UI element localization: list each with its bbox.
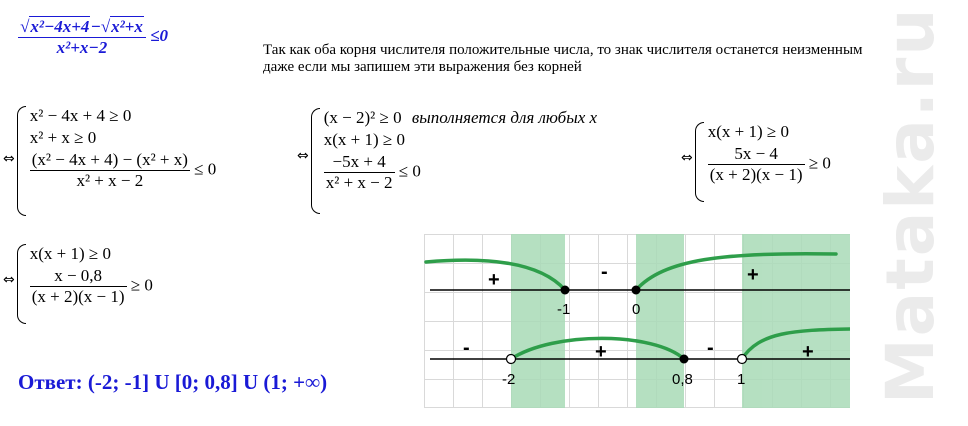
fraction-denominator: (x + 2)(x − 1): [709, 165, 803, 184]
system-row: x(x + 1) ≥ 0: [707, 122, 789, 141]
system-brace: [17, 244, 26, 324]
open-point: [738, 355, 747, 364]
relation: ≤ 0: [194, 159, 217, 179]
row-note: выполняется для любых x: [411, 108, 598, 127]
sign-label: -: [707, 337, 714, 359]
note-line-1: Так как оба корня числителя положительные числа, то знак числителя останется неизменным: [263, 42, 863, 58]
main-denominator: x²+x−2: [18, 37, 146, 58]
sign-label: -: [463, 337, 470, 359]
radical-1: x²−4x+4: [30, 17, 90, 36]
radical-2: x²+x: [111, 17, 143, 36]
sign-label: +: [747, 264, 759, 286]
answer: Ответ: (-2; -1] U [0; 0,8] U (1; +∞): [18, 370, 328, 394]
watermark: Mataka.ru: [872, 6, 949, 404]
relation: ≥ 0: [808, 153, 831, 173]
system-row: (x − 2)² ≥ 0: [323, 108, 402, 127]
filled-point: [561, 286, 570, 295]
system-1: [3, 106, 216, 216]
equivalence-symbol: ⇔: [297, 148, 309, 164]
system-row: x² − 4x + 4 ≥ 0: [29, 106, 132, 125]
filled-point: [632, 286, 641, 295]
interval-shade: [742, 234, 850, 408]
point-label: -1: [557, 301, 571, 318]
system-brace: [695, 122, 704, 202]
explanation-note: [263, 42, 863, 76]
point-label: 0,8: [672, 371, 693, 388]
fraction-denominator: x² + x − 2: [325, 173, 393, 192]
sign-label: +: [488, 269, 500, 291]
system-3: [681, 122, 831, 202]
fraction-numerator: (x² − 4x + 4) − (x² + x): [31, 150, 188, 169]
sign-label: -: [601, 261, 608, 283]
open-point: [507, 355, 516, 364]
number-line-diagram: [424, 234, 850, 408]
main-relation: ≤0: [150, 25, 168, 45]
fraction-denominator: x² + x − 2: [30, 170, 190, 191]
equivalence-symbol: ⇔: [681, 150, 693, 166]
fraction-numerator: −5x + 4: [332, 152, 386, 171]
system-4: [3, 244, 153, 324]
fraction-denominator: (x + 2)(x − 1): [31, 287, 125, 306]
point-label: 1: [737, 371, 746, 388]
note-line-2: даже если мы запишем эти выражения без корней: [263, 59, 582, 75]
system-brace: [311, 108, 320, 214]
main-inequality: $\frac{\text{√x²−4x+4−√x²+x}}{\text{x²+x−2}}$ ≤0: [20, 17, 168, 57]
system-row: x² + x ≥ 0: [29, 128, 97, 147]
point-label: -2: [502, 371, 516, 388]
system-row: x(x + 1) ≥ 0: [29, 244, 111, 263]
system-2: [297, 108, 597, 214]
point-label: 0: [632, 301, 641, 318]
fraction-numerator: 5x − 4: [734, 144, 778, 163]
interval-shade: [511, 234, 565, 408]
fraction-numerator: x − 0,8: [54, 266, 103, 285]
relation: ≥ 0: [130, 275, 153, 295]
equivalence-symbol: ⇔: [3, 151, 15, 167]
sign-label: +: [595, 341, 607, 363]
sign-label: +: [802, 341, 814, 363]
relation: ≤ 0: [398, 161, 421, 181]
equivalence-symbol: ⇔: [3, 272, 15, 288]
system-row: x(x + 1) ≥ 0: [323, 130, 405, 149]
system-brace: [17, 106, 26, 216]
filled-point: [680, 355, 689, 364]
